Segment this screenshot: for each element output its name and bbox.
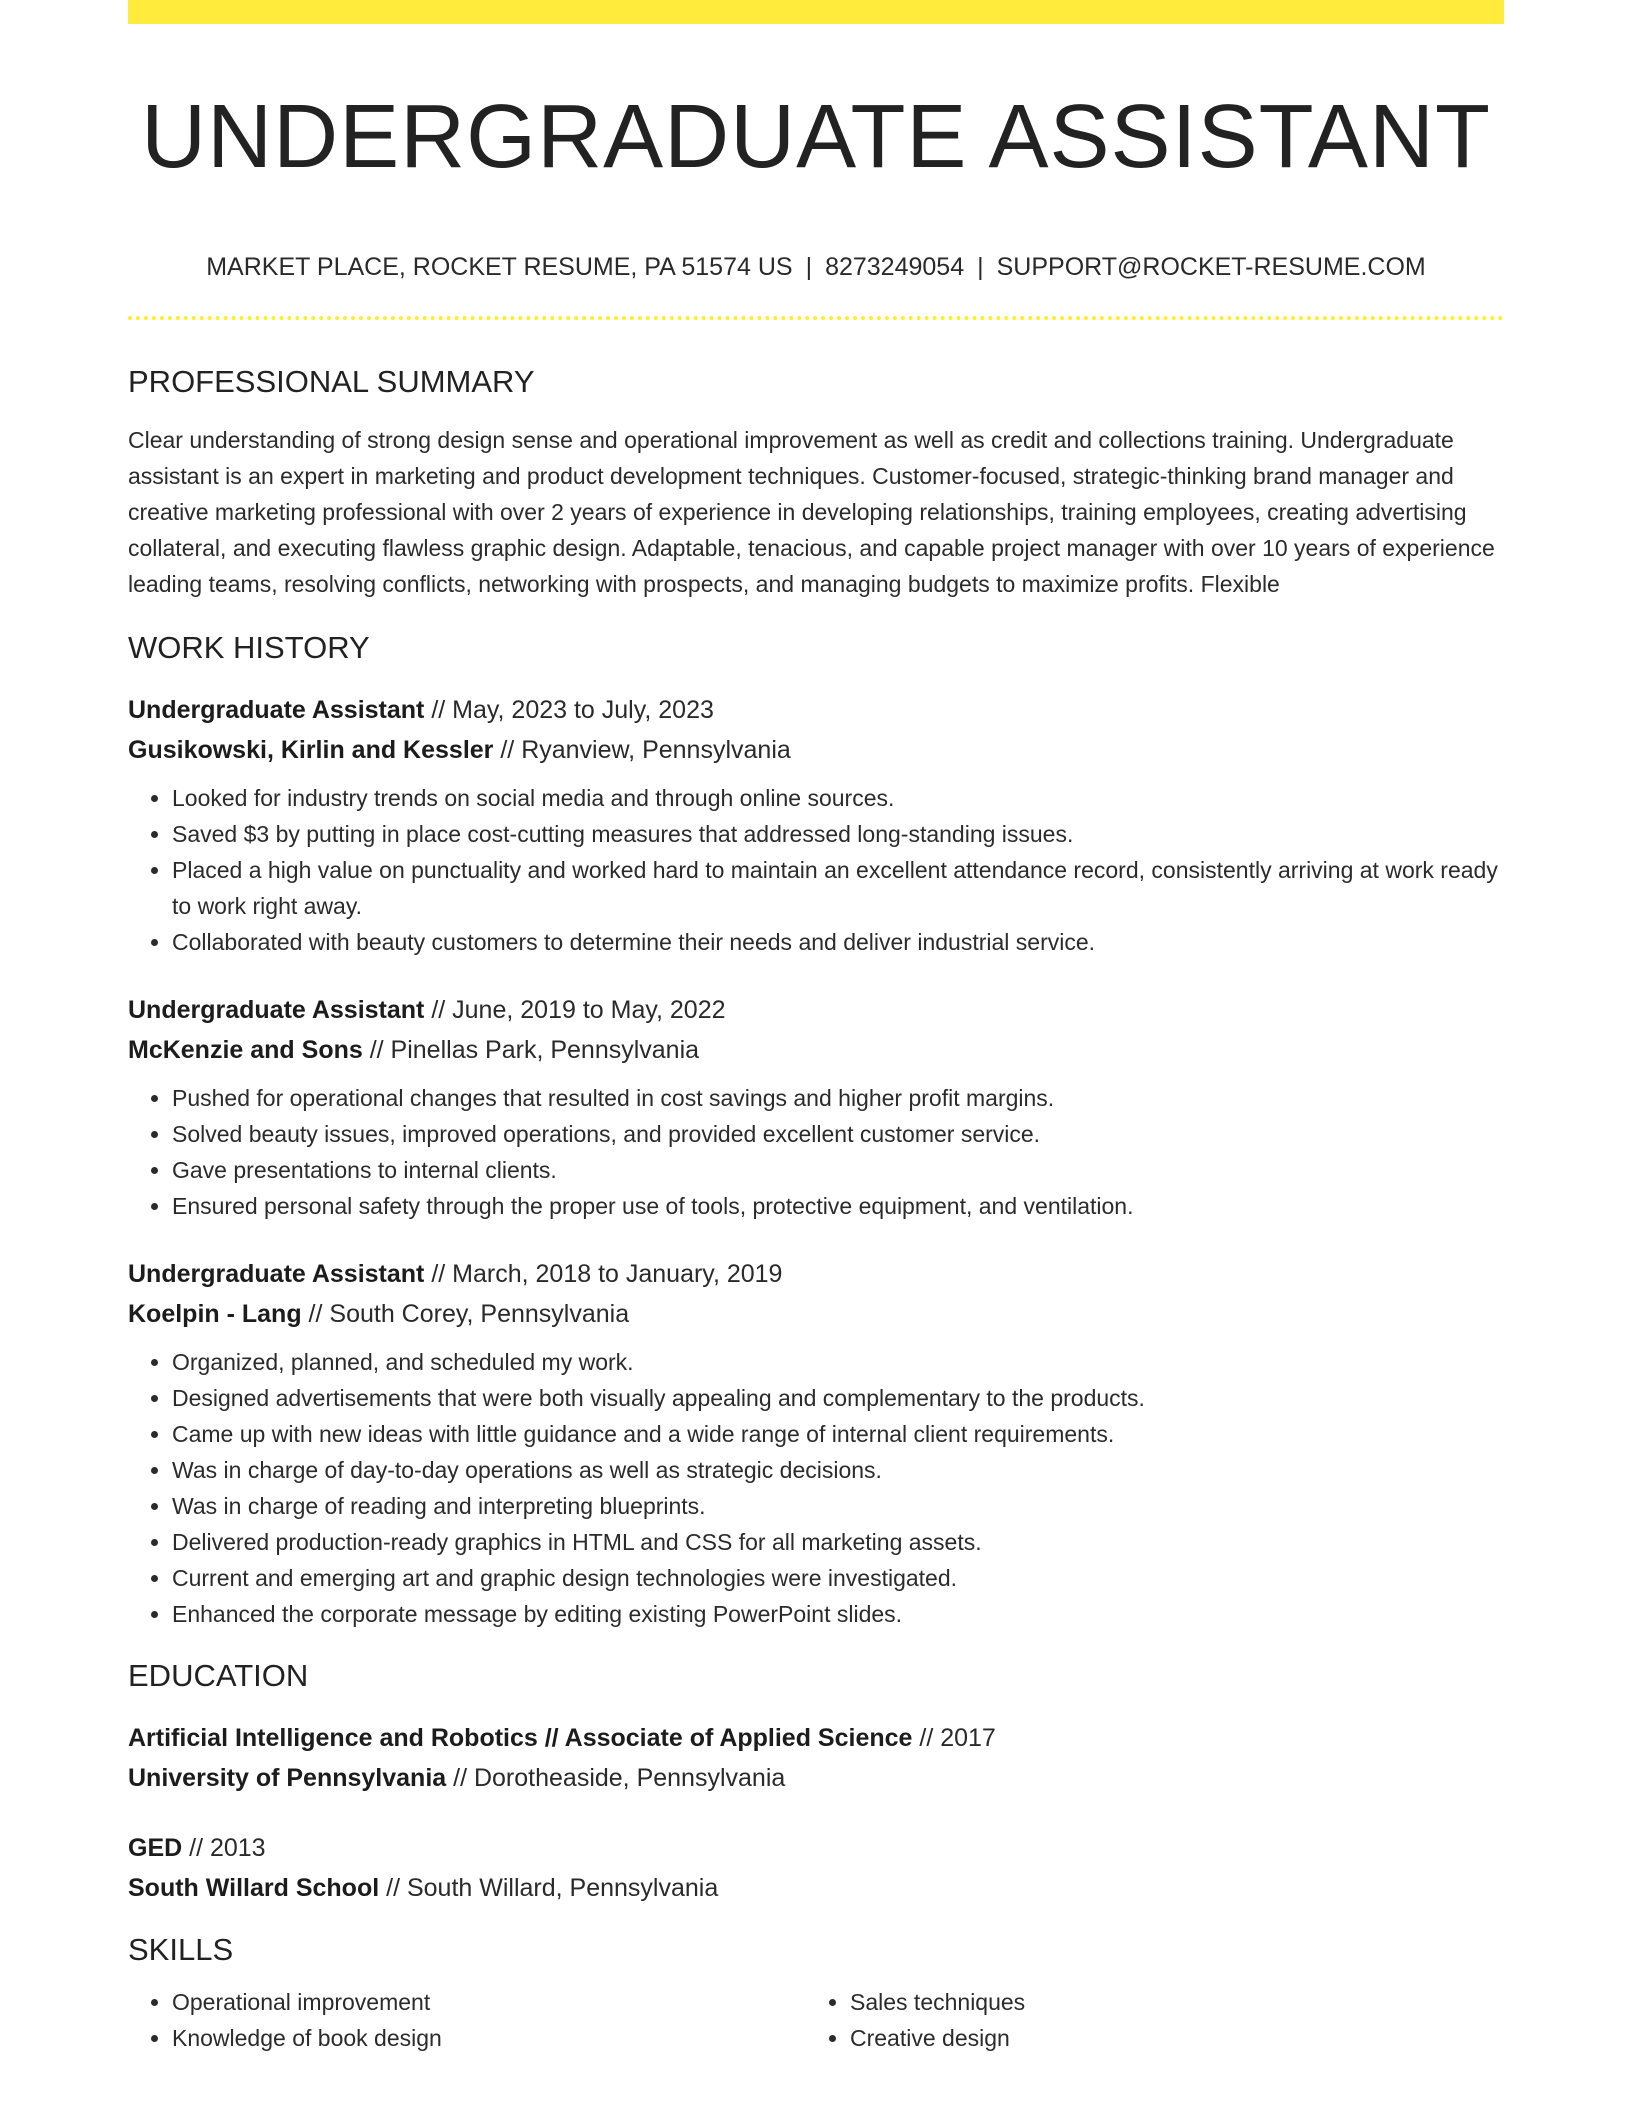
contact-separator: | [977, 253, 984, 281]
skill-item: • Creative design [850, 2020, 1484, 2056]
job-bullet: • Was in charge of reading and interpreting blueprints. [172, 1488, 1504, 1524]
resume-page [128, 0, 1504, 2056]
education-location: // South Willard, Pennsylvania [379, 1874, 719, 1902]
job-company: Koelpin - Lang [128, 1300, 302, 1328]
skills-right-column [806, 1984, 1484, 2056]
job-company-line [128, 1030, 1504, 1070]
dotted-divider [128, 316, 1504, 320]
job-title: Undergraduate Assistant [128, 696, 425, 724]
accent-top-bar [128, 0, 1504, 24]
job-bullet: • Was in charge of day-to-day operations as well as strategic decisions. [172, 1452, 1504, 1488]
job-company: McKenzie and Sons [128, 1036, 363, 1064]
education-school-line [128, 1758, 1504, 1798]
education-school-line [128, 1868, 1504, 1908]
job-bullet: • Came up with new ideas with little guidance and a wide range of internal client requirements. [172, 1416, 1504, 1452]
education-heading: EDUCATION [128, 1658, 309, 1693]
job-company: Gusikowski, Kirlin and Kessler [128, 736, 494, 764]
education-degree-line [128, 1828, 1504, 1868]
job-title-line [128, 990, 1504, 1030]
job-bullet: • Saved $3 by putting in place cost-cutting measures that addressed long-standing issues. [172, 816, 1504, 852]
skills-left-column [128, 1984, 806, 2056]
summary-text: Clear understanding of strong design sense and operational improvement as well as credit and collections training. Undergraduate assistant is an expert in marketing and product development techniques. Customer-focused, strategic-thinking brand manager and creative marketing professional with over 2 years of experience in developing relationships, training employees, creating advertising collateral, and executing flawless graphic design. Adaptable, tenacious, and capable project manager with over 10 years of experience leading teams, resolving conflicts, networking with prospects, and managing budgets to maximize profits. Flexible [128, 427, 1495, 597]
job-dates: // May, 2023 to July, 2023 [424, 696, 714, 724]
contact-line [128, 250, 1504, 284]
education-year: // 2017 [912, 1724, 996, 1752]
skills-heading: SKILLS [128, 1932, 234, 1967]
skill-item: • Operational improvement [172, 1984, 806, 2020]
education-entry [128, 1718, 1504, 1798]
education-school: South Willard School [128, 1874, 380, 1902]
job-bullet: • Looked for industry trends on social media and through online sources. [172, 780, 1504, 816]
job-company-line [128, 730, 1504, 770]
job-bullet: • Collaborated with beauty customers to determine their needs and deliver industrial service. [172, 924, 1504, 960]
job-dates: // March, 2018 to January, 2019 [424, 1260, 783, 1288]
resume-title: UNDERGRADUATE ASSISTANT [141, 87, 1491, 187]
skills-columns [128, 1984, 1504, 2056]
job-title: Undergraduate Assistant [128, 1260, 425, 1288]
job-title: Undergraduate Assistant [128, 996, 425, 1024]
contact-separator: | [805, 253, 813, 281]
education-degree: Artificial Intelligence and Robotics // Associate of Applied Science [128, 1724, 913, 1752]
job-entry [128, 690, 1504, 960]
job-bullet: • Solved beauty issues, improved operations, and provided excellent customer service. [172, 1116, 1504, 1152]
education-degree-line [128, 1718, 1504, 1758]
job-bullet: • Organized, planned, and scheduled my work. [172, 1344, 1504, 1380]
job-bullets [128, 780, 1504, 960]
contact-email: SUPPORT@ROCKET-RESUME.COM [996, 253, 1426, 281]
job-location: // Pinellas Park, Pennsylvania [362, 1036, 700, 1064]
job-title-line [128, 1254, 1504, 1294]
skill-item: • Knowledge of book design [172, 2020, 806, 2056]
contact-phone: 8273249054 [825, 253, 965, 281]
job-location: // South Corey, Pennsylvania [301, 1300, 630, 1328]
job-bullets [128, 1344, 1504, 1632]
job-bullet: • Pushed for operational changes that resulted in cost savings and higher profit margins. [172, 1080, 1504, 1116]
skill-item: • Sales techniques [850, 1984, 1484, 2020]
job-bullet: • Designed advertisements that were both visually appealing and complementary to the products. [172, 1380, 1504, 1416]
job-bullet: • Ensured personal safety through the proper use of tools, protective equipment, and ventilation. [172, 1188, 1504, 1224]
summary-heading: PROFESSIONAL SUMMARY [128, 364, 535, 399]
job-entry [128, 1254, 1504, 1632]
education-school: University of Pennsylvania [128, 1764, 447, 1792]
work-history-heading: WORK HISTORY [128, 630, 370, 665]
job-bullets [128, 1080, 1504, 1224]
contact-address: MARKET PLACE, ROCKET RESUME, PA 51574 US [206, 253, 793, 281]
education-entry [128, 1828, 1504, 1908]
job-bullet: • Delivered production-ready graphics in HTML and CSS for all marketing assets. [172, 1524, 1504, 1560]
job-dates: // June, 2019 to May, 2022 [424, 996, 726, 1024]
job-bullet: • Current and emerging art and graphic design technologies were investigated. [172, 1560, 1504, 1596]
education-location: // Dorotheaside, Pennsylvania [446, 1764, 786, 1792]
education-year: // 2013 [182, 1834, 266, 1862]
job-bullet: • Placed a high value on punctuality and worked hard to maintain an excellent attendance record, consistently arriving at work ready to work right away. [172, 852, 1504, 924]
job-entry [128, 990, 1504, 1224]
job-bullet: • Enhanced the corporate message by editing existing PowerPoint slides. [172, 1596, 1504, 1632]
job-title-line [128, 690, 1504, 730]
education-degree: GED [128, 1834, 183, 1862]
job-bullet: • Gave presentations to internal clients. [172, 1152, 1504, 1188]
job-location: // Ryanview, Pennsylvania [493, 736, 791, 764]
job-company-line [128, 1294, 1504, 1334]
